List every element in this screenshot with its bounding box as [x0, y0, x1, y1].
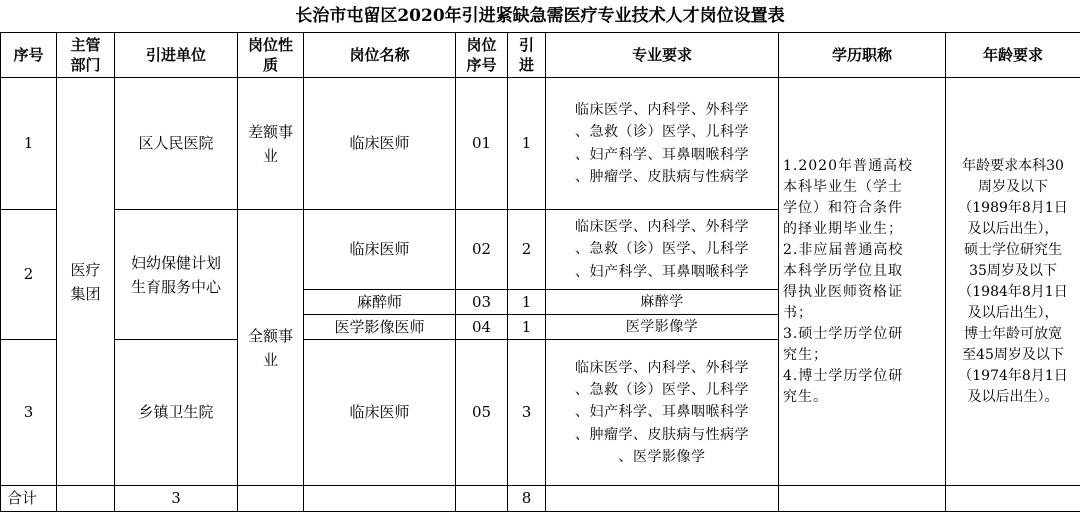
age-line: 及以后出生）。 [967, 388, 1059, 405]
cell-post: 麻醉师 [304, 290, 456, 315]
cell-major [546, 210, 779, 290]
cell-edu [779, 78, 946, 486]
total-label: 合计 [1, 486, 57, 512]
cell-count: 3 [508, 340, 546, 486]
edu-line: 书； [783, 304, 813, 321]
edu-line: 究生； [783, 346, 828, 363]
header-nature-line1: 岗位性 [247, 35, 293, 54]
total-empty [57, 486, 115, 512]
cell-dept [57, 78, 115, 486]
nature-line1: 全额事 [247, 326, 293, 345]
unit-line2: 生育服务中心 [130, 277, 221, 296]
cell-post-no: 03 [456, 290, 508, 315]
header-major: 专业要求 [546, 33, 779, 78]
cell-count: 1 [508, 315, 546, 340]
cell-major: 医学影像学 [546, 315, 779, 340]
age-line: （1989年8月1日 [958, 199, 1068, 216]
cell-major [546, 340, 779, 486]
cell-count: 2 [508, 210, 546, 290]
major-line: 、急救（诊）医学、儿科学 [575, 381, 749, 398]
age-line: 博士年龄可放宽 [964, 325, 1062, 342]
page-title: 长治市屯留区2020年引进紧缺急需医疗专业技术人才岗位设置表 [295, 6, 785, 26]
header-seq: 序号 [1, 33, 57, 78]
major-line: 临床医学、内科学、外科学 [575, 218, 749, 235]
nature-line2: 业 [262, 146, 278, 165]
cell-post: 临床医师 [304, 340, 456, 486]
cell-nature [238, 78, 304, 210]
header-count-line1: 引 [518, 35, 534, 54]
major-line: 、急救（诊）医学、儿科学 [575, 124, 749, 141]
major-line: 、妇产科学、耳鼻咽喉科学 [575, 404, 749, 421]
cell-post-no: 02 [456, 210, 508, 290]
major-line: 、肿瘤学、皮肤病与性病学 [575, 168, 749, 185]
age-line: 硕士学位研究生 [964, 241, 1062, 258]
positions-table [0, 32, 1080, 512]
header-row [1, 33, 1080, 78]
header-nature [238, 33, 304, 78]
edu-line: 2.非应届普通高校 [783, 241, 904, 258]
edu-line: 的择业期毕业生； [783, 220, 903, 237]
header-dept [57, 33, 115, 78]
total-empty [456, 486, 508, 512]
header-unit: 引进单位 [115, 33, 238, 78]
nature-line2: 业 [262, 350, 278, 369]
header-count [508, 33, 546, 78]
header-count-line2: 进 [518, 56, 534, 74]
cell-post: 医学影像医师 [304, 315, 456, 340]
cell-post-no: 01 [456, 78, 508, 210]
age-line: 周岁及以下 [978, 178, 1048, 195]
edu-line: 本科学历学位且取 [783, 262, 903, 279]
cell-major: 麻醉学 [546, 290, 779, 315]
major-line: 临床医学、内科学、外科学 [575, 359, 749, 376]
age-line: 年龄要求本科30 [962, 157, 1064, 174]
age-line: 35周岁及以下 [969, 262, 1057, 279]
edu-line: 学位）和符合条件 [783, 199, 903, 216]
edu-line: 本科毕业生（学士 [783, 178, 903, 195]
edu-line: 3.硕士学历学位研 [783, 325, 904, 342]
cell-unit [115, 210, 238, 340]
major-line: 、肿瘤学、皮肤病与性病学 [575, 426, 749, 443]
cell-post: 临床医师 [304, 210, 456, 290]
unit-line1: 妇幼保健计划 [130, 253, 221, 272]
total-empty [546, 486, 779, 512]
total-count: 8 [508, 486, 546, 512]
header-post-no-line2: 序号 [466, 56, 497, 74]
positions-table-wrapper [0, 32, 1080, 513]
header-post-name: 岗位名称 [304, 33, 456, 78]
edu-line: 得执业医师资格证 [783, 283, 903, 300]
age-line: （1974年8月1日 [958, 367, 1068, 384]
age-line: 至45周岁及以下 [962, 346, 1064, 363]
edu-line: 4.博士学历学位研 [783, 367, 904, 384]
cell-unit: 区人民医院 [115, 78, 238, 210]
total-row [1, 486, 1080, 512]
header-edu: 学历职称 [779, 33, 946, 78]
header-dept-line1: 主管 [70, 35, 101, 54]
cell-major [546, 78, 779, 210]
cell-post-no: 04 [456, 315, 508, 340]
total-empty [779, 486, 946, 512]
cell-count: 1 [508, 78, 546, 210]
major-line: 、妇产科学、耳鼻咽喉科学 [575, 263, 749, 280]
header-age: 年龄要求 [946, 33, 1080, 78]
total-empty [238, 486, 304, 512]
header-post-no-line1: 岗位 [466, 35, 497, 54]
cell-nature [238, 210, 304, 486]
cell-seq: 1 [1, 78, 57, 210]
edu-line: 究生。 [783, 388, 828, 405]
cell-post-no: 05 [456, 340, 508, 486]
major-line: 、急救（诊）医学、儿科学 [575, 241, 749, 258]
age-line: 及以后出生）， [967, 220, 1059, 237]
age-line: 及以后出生）， [967, 304, 1059, 321]
nature-line1: 差额事 [247, 122, 293, 141]
cell-seq: 3 [1, 340, 57, 486]
cell-age [946, 78, 1080, 486]
cell-seq: 2 [1, 210, 57, 340]
header-post-no [456, 33, 508, 78]
major-line: 、妇产科学、耳鼻咽喉科学 [575, 146, 749, 163]
header-dept-line2: 部门 [70, 56, 101, 74]
total-units: 3 [115, 486, 238, 512]
dept-line1: 医疗 [70, 260, 101, 279]
cell-unit: 乡镇卫生院 [115, 340, 238, 486]
total-empty [304, 486, 456, 512]
major-line: 临床医学、内科学、外科学 [575, 101, 749, 118]
cell-count: 1 [508, 290, 546, 315]
major-line: 、医学影像学 [618, 449, 706, 466]
edu-line: 1.2020年普通高校 [783, 157, 913, 174]
dept-line2: 集团 [70, 284, 101, 303]
table-row [1, 78, 1080, 210]
age-line: （1984年8月1日 [958, 283, 1068, 300]
header-nature-line2: 质 [262, 56, 278, 74]
cell-post: 临床医师 [304, 78, 456, 210]
total-empty [946, 486, 1080, 512]
